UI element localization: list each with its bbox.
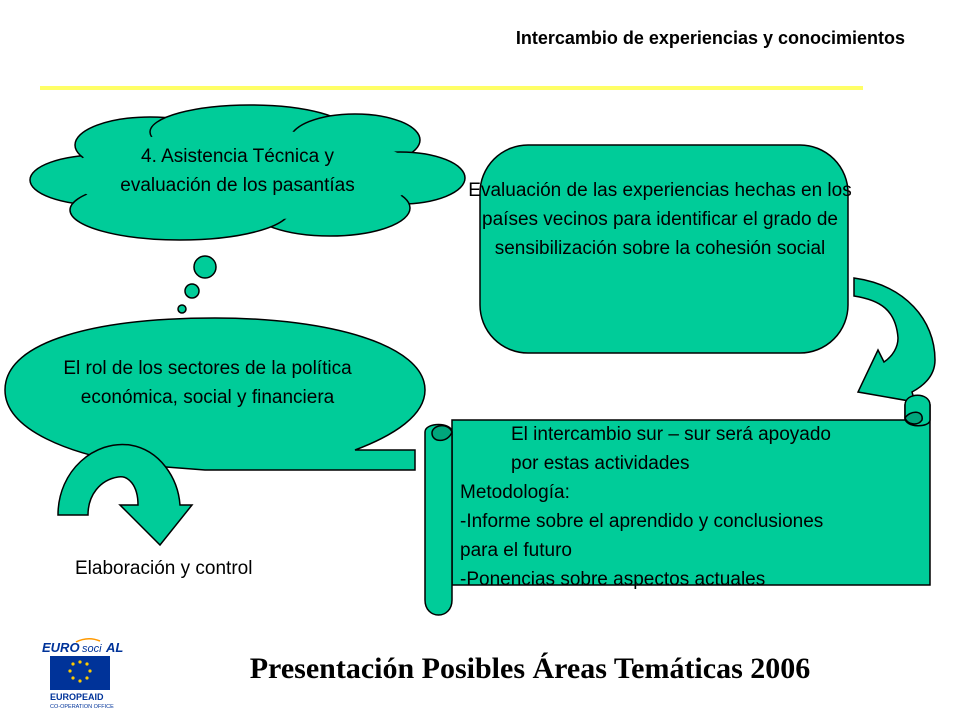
thought-bubble-large	[194, 256, 216, 278]
curved-arrow-right	[854, 278, 935, 402]
scroll-content	[460, 420, 940, 594]
svg-text:EURO: EURO	[42, 640, 80, 655]
evaluation-label: Evaluación de las experiencias hechas en los países vecinos para identificar el grado de sensibilización sobre la cohesión social	[468, 180, 852, 259]
thought-bubble-medium	[185, 284, 199, 298]
policy-oval-label: El rol de los sectores de la política económica, social y financiera	[63, 358, 352, 408]
svg-text:EUROPEAID: EUROPEAID	[50, 692, 104, 702]
svg-text:soci: soci	[82, 643, 102, 655]
cloud-label: 4. Asistencia Técnica y evaluación de los pasantías	[120, 146, 355, 196]
svg-text:AL: AL	[106, 640, 124, 655]
scroll-line: -Informe sobre el aprendido y conclusiones	[460, 511, 824, 532]
scroll-line: Metodología:	[460, 482, 570, 503]
scroll-line: para el futuro	[460, 540, 572, 561]
scroll-line: -Ponencias sobre aspectos actuales	[460, 569, 766, 590]
scroll-line: El intercambio sur – sur será apoyado	[511, 424, 831, 445]
header-title: Intercambio de experiencias y conocimientos	[515, 28, 905, 48]
elaboration-label: Elaboración y control	[75, 558, 253, 579]
eurosocial-logo	[36, 636, 146, 710]
svg-text:CO-OPERATION OFFICE: CO-OPERATION OFFICE	[50, 704, 114, 710]
thought-bubble-small	[178, 305, 186, 313]
scroll-line: por estas actividades	[511, 453, 690, 474]
footer-title: Presentación Posibles Áreas Temáticas 2006	[249, 652, 811, 685]
